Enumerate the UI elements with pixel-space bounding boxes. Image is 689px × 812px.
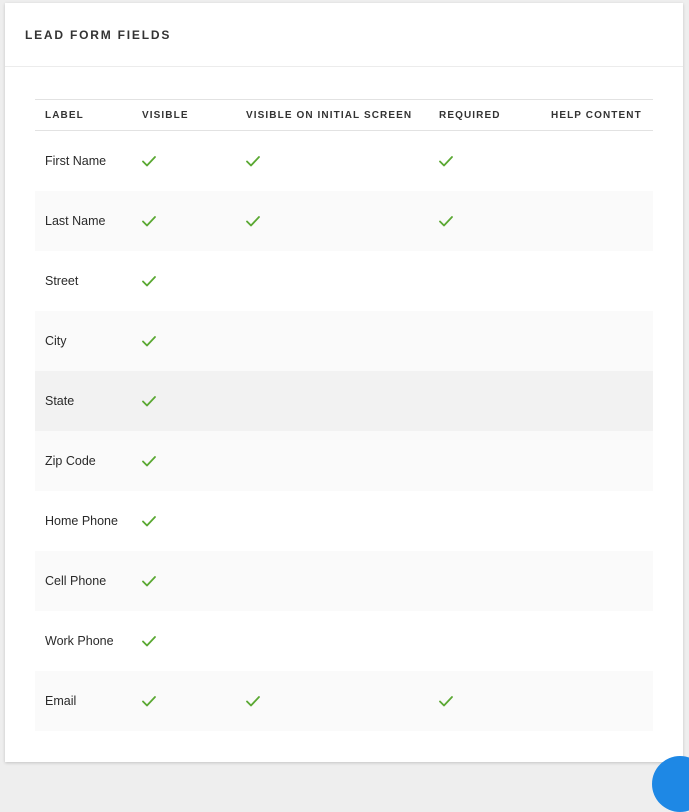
check-icon bbox=[142, 696, 156, 707]
field-label: City bbox=[45, 334, 67, 348]
table-row[interactable] bbox=[35, 671, 653, 731]
table-row[interactable] bbox=[35, 431, 653, 491]
card-header bbox=[5, 3, 683, 67]
lead-form-fields-card bbox=[5, 3, 683, 762]
table-row[interactable] bbox=[35, 371, 653, 431]
field-label: Email bbox=[45, 694, 77, 708]
field-label: Cell Phone bbox=[45, 574, 107, 588]
required-cell bbox=[439, 216, 551, 227]
column-header-visible-on-initial-screen: VISIBLE ON INITIAL SCREEN bbox=[246, 109, 413, 121]
visible-cell bbox=[142, 336, 246, 347]
field-label: State bbox=[45, 394, 75, 408]
check-icon bbox=[142, 156, 156, 167]
check-icon bbox=[246, 156, 260, 167]
field-label: Zip Code bbox=[45, 454, 96, 468]
table-header bbox=[35, 99, 653, 131]
field-label: Last Name bbox=[45, 214, 106, 228]
visible-cell bbox=[142, 216, 246, 227]
check-icon bbox=[439, 216, 453, 227]
check-icon bbox=[142, 456, 156, 467]
floating-action-button[interactable] bbox=[652, 756, 689, 812]
column-header-help-content: HELP CONTENT bbox=[551, 109, 642, 121]
check-icon bbox=[142, 396, 156, 407]
table-row[interactable] bbox=[35, 611, 653, 671]
check-icon bbox=[142, 216, 156, 227]
visible-cell bbox=[142, 696, 246, 707]
column-header-visible: VISIBLE bbox=[142, 109, 189, 121]
field-label: First Name bbox=[45, 154, 107, 168]
visible-on-initial-screen-cell bbox=[246, 696, 439, 707]
visible-on-initial-screen-cell bbox=[246, 216, 439, 227]
column-header-required: REQUIRED bbox=[439, 109, 501, 121]
field-label: Street bbox=[45, 274, 79, 288]
visible-on-initial-screen-cell bbox=[246, 156, 439, 167]
visible-cell bbox=[142, 456, 246, 467]
column-header-label: LABEL bbox=[45, 109, 84, 121]
check-icon bbox=[439, 156, 453, 167]
check-icon bbox=[246, 216, 260, 227]
table-row[interactable] bbox=[35, 131, 653, 191]
check-icon bbox=[142, 336, 156, 347]
check-icon bbox=[142, 516, 156, 527]
visible-cell bbox=[142, 276, 246, 287]
table-row[interactable] bbox=[35, 491, 653, 551]
required-cell bbox=[439, 156, 551, 167]
check-icon bbox=[142, 636, 156, 647]
visible-cell bbox=[142, 516, 246, 527]
table-row[interactable] bbox=[35, 551, 653, 611]
check-icon bbox=[142, 276, 156, 287]
table-body bbox=[35, 131, 653, 731]
check-icon bbox=[246, 696, 260, 707]
visible-cell bbox=[142, 156, 246, 167]
visible-cell bbox=[142, 636, 246, 647]
check-icon bbox=[142, 576, 156, 587]
table-row[interactable] bbox=[35, 191, 653, 251]
card-title: LEAD FORM FIELDS bbox=[25, 27, 172, 42]
field-label: Work Phone bbox=[45, 634, 114, 648]
visible-cell bbox=[142, 576, 246, 587]
visible-cell bbox=[142, 396, 246, 407]
fields-table bbox=[35, 99, 653, 731]
table-row[interactable] bbox=[35, 311, 653, 371]
table-row[interactable] bbox=[35, 251, 653, 311]
required-cell bbox=[439, 696, 551, 707]
field-label: Home Phone bbox=[45, 514, 118, 528]
check-icon bbox=[439, 696, 453, 707]
